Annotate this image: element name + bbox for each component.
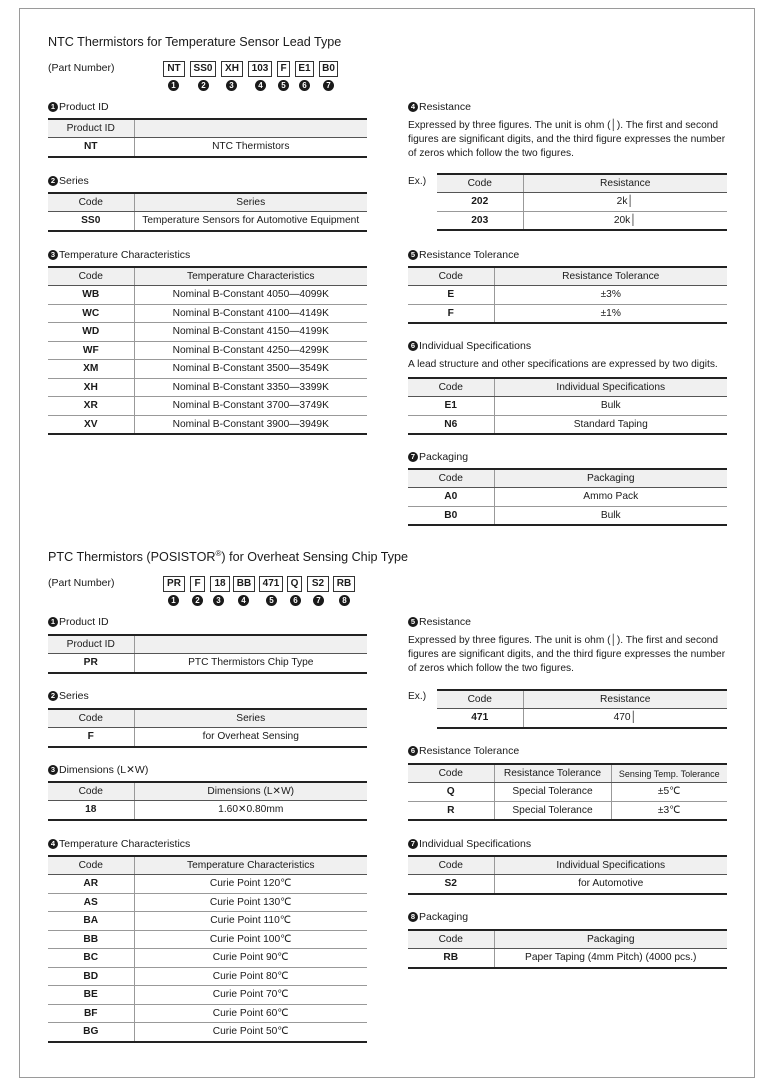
ptc-temp-char-title xyxy=(48,838,190,850)
table-header: Product ID xyxy=(48,119,134,138)
table-header: Code xyxy=(408,378,494,397)
ptc-part-box: 18 xyxy=(210,576,230,592)
table-header: Resistance xyxy=(523,690,727,709)
table-header xyxy=(134,119,367,138)
table-row xyxy=(408,783,727,802)
section-number-icon: 4 xyxy=(408,102,418,112)
value-cell: 470│ xyxy=(523,709,727,728)
registered-mark: ® xyxy=(215,549,222,558)
section-title: Resistance xyxy=(419,616,471,628)
code-cell: AR xyxy=(48,875,134,894)
table-row xyxy=(48,304,367,323)
table-row xyxy=(437,193,727,212)
table-header xyxy=(134,635,367,654)
value-cell: 20k│ xyxy=(523,211,727,230)
table-row xyxy=(408,286,727,305)
value-cell: Nominal B-Constant 3700—3749K xyxy=(134,397,367,416)
ntc-circle-number: 3 xyxy=(226,80,237,91)
code-cell: XR xyxy=(48,397,134,416)
section-number-icon: 7 xyxy=(408,839,418,849)
table-row xyxy=(437,709,727,728)
table-row xyxy=(48,1004,367,1023)
ptc-circle-number: 1 xyxy=(168,595,179,606)
ntc-tolerance-table xyxy=(408,266,727,324)
ntc-circle-number: 4 xyxy=(255,80,266,91)
table-header: Temperature Characteristics xyxy=(134,267,367,286)
table-row xyxy=(48,341,367,360)
table-header: Code xyxy=(48,267,134,286)
value-cell: Curie Point 50℃ xyxy=(134,1023,367,1042)
code-cell: RB xyxy=(408,949,494,968)
section-number-icon: 5 xyxy=(408,250,418,260)
value-cell: Nominal B-Constant 4250—4299K xyxy=(134,341,367,360)
value-cell: Curie Point 130℃ xyxy=(134,893,367,912)
section-title: Series xyxy=(59,690,89,702)
table-row xyxy=(48,415,367,434)
ptc-individual-title xyxy=(408,838,531,850)
ptc-circle-number: 4 xyxy=(238,595,249,606)
table-header: Series xyxy=(134,709,367,728)
code-cell: WD xyxy=(48,323,134,342)
section-title: Dimensions (L✕W) xyxy=(59,764,149,776)
ntc-part-box: F xyxy=(277,61,290,77)
code-cell: E xyxy=(408,286,494,305)
ptc-individual-table xyxy=(408,855,727,895)
ptc-part-box: Q xyxy=(287,576,302,592)
ptc-part-number-label: (Part Number) xyxy=(48,577,115,589)
code-cell: WC xyxy=(48,304,134,323)
table-row xyxy=(408,801,727,820)
code-cell: A0 xyxy=(408,488,494,507)
ntc-circle-number: 1 xyxy=(168,80,179,91)
value-cell: Curie Point 60℃ xyxy=(134,1004,367,1023)
ntc-packaging-title xyxy=(408,451,468,463)
table-header: Resistance Tolerance xyxy=(494,267,727,286)
section-number-icon: 8 xyxy=(408,912,418,922)
value-cell: for Overheat Sensing xyxy=(134,728,367,747)
section-number-icon: 5 xyxy=(408,617,418,627)
table-header: Dimensions (L✕W) xyxy=(134,782,367,801)
table-header: Code xyxy=(408,764,494,783)
ptc-resistance-example-label: Ex.) xyxy=(408,691,427,702)
code-cell: SS0 xyxy=(48,212,134,231)
code-cell: F xyxy=(48,728,134,747)
section-number-icon: 4 xyxy=(48,839,58,849)
code-cell: S2 xyxy=(408,875,494,894)
ptc-tolerance-table xyxy=(408,763,727,821)
ptc-tolerance-title xyxy=(408,745,519,757)
value-cell: ±3℃ xyxy=(611,801,727,820)
table-row xyxy=(408,506,727,525)
value-cell: Nominal B-Constant 3350—3399K xyxy=(134,378,367,397)
code-cell: N6 xyxy=(408,415,494,434)
table-row xyxy=(48,654,367,673)
value-cell: for Automotive xyxy=(494,875,727,894)
code-cell: F xyxy=(408,304,494,323)
value-cell: Nominal B-Constant 4100—4149K xyxy=(134,304,367,323)
ntc-part-number-label: (Part Number) xyxy=(48,62,115,74)
ntc-individual-title xyxy=(408,340,531,352)
table-header: Series xyxy=(134,193,367,212)
table-row xyxy=(48,728,367,747)
ptc-part-box: BB xyxy=(233,576,255,592)
code-cell: BA xyxy=(48,912,134,931)
code-cell: AS xyxy=(48,893,134,912)
ntc-circle-number: 7 xyxy=(323,80,334,91)
table-row xyxy=(408,875,727,894)
ptc-series-table xyxy=(48,708,367,748)
code-cell: PR xyxy=(48,654,134,673)
table-header: Code xyxy=(48,782,134,801)
code-cell: 203 xyxy=(437,211,523,230)
table-row xyxy=(48,893,367,912)
table-row xyxy=(48,286,367,305)
value-cell: Bulk xyxy=(494,506,727,525)
value-cell: ±1% xyxy=(494,304,727,323)
code-cell: Q xyxy=(408,783,494,802)
value-cell: NTC Thermistors xyxy=(134,138,367,157)
value-cell: Nominal B-Constant 4050—4099K xyxy=(134,286,367,305)
section-number-icon: 2 xyxy=(48,176,58,186)
table-row xyxy=(408,949,727,968)
section-number-icon: 3 xyxy=(48,250,58,260)
code-cell: 18 xyxy=(48,801,134,820)
table-row xyxy=(48,397,367,416)
code-cell: XH xyxy=(48,378,134,397)
value-cell: Curie Point 70℃ xyxy=(134,986,367,1005)
ptc-dimensions-title xyxy=(48,764,148,776)
ntc-packaging-table xyxy=(408,468,727,526)
table-header: Packaging xyxy=(494,469,727,488)
table-header: Code xyxy=(48,193,134,212)
table-header: Code xyxy=(408,856,494,875)
section-title: Resistance xyxy=(419,101,471,113)
ntc-series-table xyxy=(48,192,367,232)
ptc-circle-number: 2 xyxy=(192,595,203,606)
ntc-part-box: NT xyxy=(163,61,185,77)
section-number-icon: 1 xyxy=(48,102,58,112)
code-cell: E1 xyxy=(408,397,494,416)
table-header: Individual Specifications xyxy=(494,378,727,397)
ptc-product-id-table xyxy=(48,634,367,674)
ntc-product-id-table xyxy=(48,118,367,158)
code-cell: WF xyxy=(48,341,134,360)
section-number-icon: 2 xyxy=(48,691,58,701)
section-title: Individual Specifications xyxy=(419,838,532,850)
value-cell: ±5℃ xyxy=(611,783,727,802)
section-number-icon: 3 xyxy=(48,765,58,775)
code-cell: BB xyxy=(48,930,134,949)
value-cell: Special Tolerance xyxy=(494,801,611,820)
value-cell: Curie Point 110℃ xyxy=(134,912,367,931)
table-header: Temperature Characteristics xyxy=(134,856,367,875)
section-title: Product ID xyxy=(59,616,109,628)
ptc-resistance-description: Expressed by three figures. The unit is ohm (│). The first and second figures are significant digits, and the third figure expresses the number of zeros which follow the two figures. xyxy=(408,635,726,674)
code-cell: BC xyxy=(48,949,134,968)
table-header: Code xyxy=(408,930,494,949)
code-cell: BF xyxy=(48,1004,134,1023)
table-row xyxy=(48,801,367,820)
value-cell: Curie Point 90℃ xyxy=(134,949,367,968)
value-cell: 2k│ xyxy=(523,193,727,212)
value-cell: Special Tolerance xyxy=(494,783,611,802)
ptc-dimensions-table xyxy=(48,781,367,821)
section-title: Packaging xyxy=(419,911,469,923)
ntc-resistance-table xyxy=(437,173,727,231)
table-header: Resistance xyxy=(523,174,727,193)
ptc-circle-number: 5 xyxy=(266,595,277,606)
ntc-individual-table xyxy=(408,377,727,435)
code-cell: BE xyxy=(48,986,134,1005)
table-row xyxy=(48,1023,367,1042)
ntc-part-box: B0 xyxy=(319,61,338,77)
ntc-circle-number: 6 xyxy=(299,80,310,91)
table-row xyxy=(408,415,727,434)
ntc-resistance-title xyxy=(408,101,471,113)
table-row xyxy=(48,360,367,379)
code-cell: BG xyxy=(48,1023,134,1042)
value-cell: Nominal B-Constant 3900—3949K xyxy=(134,415,367,434)
section-title: Temperature Characteristics xyxy=(59,249,191,261)
code-cell: B0 xyxy=(408,506,494,525)
value-cell: 1.60✕0.80mm xyxy=(134,801,367,820)
table-row xyxy=(408,488,727,507)
table-header: Code xyxy=(437,174,523,193)
ptc-part-box: F xyxy=(190,576,205,592)
section-title: Series xyxy=(59,175,89,187)
ptc-circle-number: 6 xyxy=(290,595,301,606)
section-title: Individual Specifications xyxy=(419,340,532,352)
table-header: Code xyxy=(408,469,494,488)
value-cell: Standard Taping xyxy=(494,415,727,434)
table-header: Code xyxy=(408,267,494,286)
table-row xyxy=(437,211,727,230)
ntc-part-box: E1 xyxy=(295,61,314,77)
section-number-icon: 6 xyxy=(408,341,418,351)
ntc-series-title xyxy=(48,175,89,187)
value-cell: Temperature Sensors for Automotive Equipment xyxy=(134,212,367,231)
table-row xyxy=(48,212,367,231)
value-cell: Curie Point 100℃ xyxy=(134,930,367,949)
table-header: Code xyxy=(48,856,134,875)
value-cell: Curie Point 80℃ xyxy=(134,967,367,986)
table-row xyxy=(48,986,367,1005)
ntc-title: NTC Thermistors for Temperature Sensor Lead Type xyxy=(48,35,342,49)
section-title: Packaging xyxy=(419,451,469,463)
ptc-circle-number: 8 xyxy=(339,595,350,606)
ptc-title-end: ) for Overheat Sensing Chip Type xyxy=(221,550,409,565)
table-header: Resistance Tolerance xyxy=(494,764,611,783)
value-cell: Nominal B-Constant 3500—3549K xyxy=(134,360,367,379)
section-number-icon: 1 xyxy=(48,617,58,627)
table-row xyxy=(48,912,367,931)
ptc-resistance-title xyxy=(408,616,471,628)
section-title: Resistance Tolerance xyxy=(419,745,520,757)
ntc-resistance-description: Expressed by three figures. The unit is ohm (│). The first and second figures are significant digits, and the third figure expresses the number of zeros which follow the two figures. xyxy=(408,120,726,159)
ptc-part-box: PR xyxy=(163,576,185,592)
ptc-packaging-title xyxy=(408,911,468,923)
section-number-icon: 7 xyxy=(408,452,418,462)
ntc-individual-description: A lead structure and other specifications are expressed by two digits. xyxy=(408,359,718,370)
value-cell: PTC Thermistors Chip Type xyxy=(134,654,367,673)
table-row xyxy=(48,138,367,157)
ptc-product-id-title xyxy=(48,616,109,628)
table-header: Sensing Temp. Tolerance xyxy=(611,764,727,783)
ntc-temp-char-table xyxy=(48,266,367,435)
ntc-circle-number: 2 xyxy=(198,80,209,91)
ntc-part-box: 103 xyxy=(248,61,272,77)
section-number-icon: 6 xyxy=(408,746,418,756)
code-cell: BD xyxy=(48,967,134,986)
table-row xyxy=(408,397,727,416)
table-row xyxy=(48,875,367,894)
table-row xyxy=(48,949,367,968)
ptc-circle-number: 3 xyxy=(213,595,224,606)
section-title: Product ID xyxy=(59,101,109,113)
code-cell: WB xyxy=(48,286,134,305)
section-title: Resistance Tolerance xyxy=(419,249,520,261)
ntc-temp-char-title xyxy=(48,249,190,261)
code-cell: XV xyxy=(48,415,134,434)
value-cell: Paper Taping (4mm Pitch) (4000 pcs.) xyxy=(494,949,727,968)
table-row xyxy=(48,378,367,397)
ptc-packaging-table xyxy=(408,929,727,969)
table-header: Individual Specifications xyxy=(494,856,727,875)
code-cell: XM xyxy=(48,360,134,379)
code-cell: 202 xyxy=(437,193,523,212)
value-cell: Ammo Pack xyxy=(494,488,727,507)
ptc-series-title xyxy=(48,690,89,702)
table-header: Product ID xyxy=(48,635,134,654)
ntc-resistance-example-label: Ex.) xyxy=(408,176,427,187)
code-cell: NT xyxy=(48,138,134,157)
table-row xyxy=(408,304,727,323)
section-title: Temperature Characteristics xyxy=(59,838,191,850)
value-cell: Bulk xyxy=(494,397,727,416)
ntc-product-id-title xyxy=(48,101,109,113)
value-cell: Nominal B-Constant 4150—4199K xyxy=(134,323,367,342)
ntc-part-box: XH xyxy=(221,61,243,77)
table-header: Code xyxy=(437,690,523,709)
table-header: Packaging xyxy=(494,930,727,949)
ptc-part-box: 471 xyxy=(259,576,283,592)
ntc-part-box: SS0 xyxy=(190,61,216,77)
ptc-resistance-table xyxy=(437,689,727,729)
ptc-temp-char-table xyxy=(48,855,367,1043)
code-cell: R xyxy=(408,801,494,820)
code-cell: 471 xyxy=(437,709,523,728)
table-row xyxy=(48,930,367,949)
table-row xyxy=(48,323,367,342)
ntc-circle-number: 5 xyxy=(278,80,289,91)
ptc-part-box: S2 xyxy=(307,576,329,592)
ntc-tolerance-title xyxy=(408,249,519,261)
table-header: Code xyxy=(48,709,134,728)
ptc-part-box: RB xyxy=(333,576,355,592)
value-cell: Curie Point 120℃ xyxy=(134,875,367,894)
ptc-circle-number: 7 xyxy=(313,595,324,606)
table-row xyxy=(48,967,367,986)
ptc-title-text: PTC Thermistors (POSISTOR xyxy=(48,550,216,565)
value-cell: ±3% xyxy=(494,286,727,305)
ptc-title xyxy=(48,549,408,564)
